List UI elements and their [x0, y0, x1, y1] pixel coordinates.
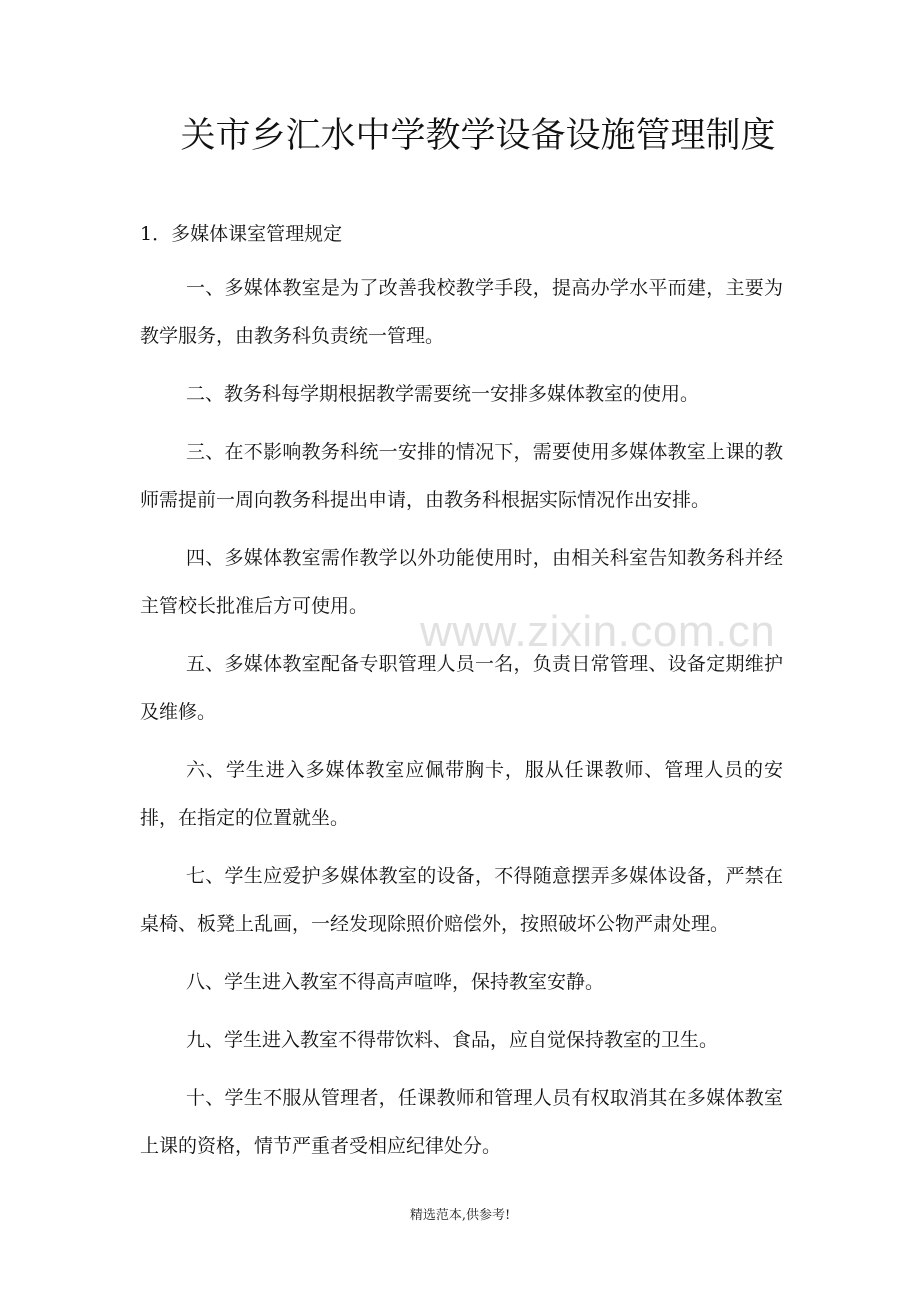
page-footer: 精选范本,供参考! — [409, 1208, 511, 1223]
paragraph: 三、在不影响教务科统一安排的情况下，需要使用多媒体教室上课的教师需提前一周向教务科提出申请，由教务科根据实际情况作出安排。 — [140, 441, 783, 511]
document-body — [140, 264, 783, 1180]
paragraph: 十、学生不服从管理者，任课教师和管理人员有权取消其在多媒体教室上课的资格，情节严重者受相应纪律处分。 — [140, 1087, 783, 1157]
paragraph: 七、学生应爱护多媒体教室的设备，不得随意摆弄多媒体设备，严禁在桌椅、板凳上乱画，一经发现除照价赔偿外，按照破坏公物严肃处理。 — [140, 865, 783, 935]
paragraph: 六、学生进入多媒体教室应佩带胸卡，服从任课教师、管理人员的安排，在指定的位置就坐。 — [140, 759, 783, 829]
paragraph: 九、学生进入教室不得带饮料、食品，应自觉保持教室的卫生。 — [186, 1029, 719, 1051]
document-title: 关市乡汇水中学教学设备设施管理制度 — [180, 116, 776, 156]
paragraph: 一、多媒体教室是为了改善我校教学手段，提高办学水平而建，主要为教学服务，由教务科负责统一管理。 — [140, 277, 783, 347]
paragraph: 二、教务科每学期根据教学需要统一安排多媒体教室的使用。 — [186, 383, 700, 405]
paragraph: 四、多媒体教室需作教学以外功能使用时，由相关科室告知教务科并经主管校长批准后方可使用。 — [140, 547, 783, 617]
section-heading: 1．多媒体课室管理规定 — [140, 223, 343, 245]
watermark-text: www.zixin.com.cn — [420, 607, 776, 656]
paragraph: 八、学生进入教室不得高声喧哗，保持教室安静。 — [186, 971, 605, 993]
paragraph: 五、多媒体教室配备专职管理人员一名，负责日常管理、设备定期维护及维修。 — [140, 653, 783, 723]
